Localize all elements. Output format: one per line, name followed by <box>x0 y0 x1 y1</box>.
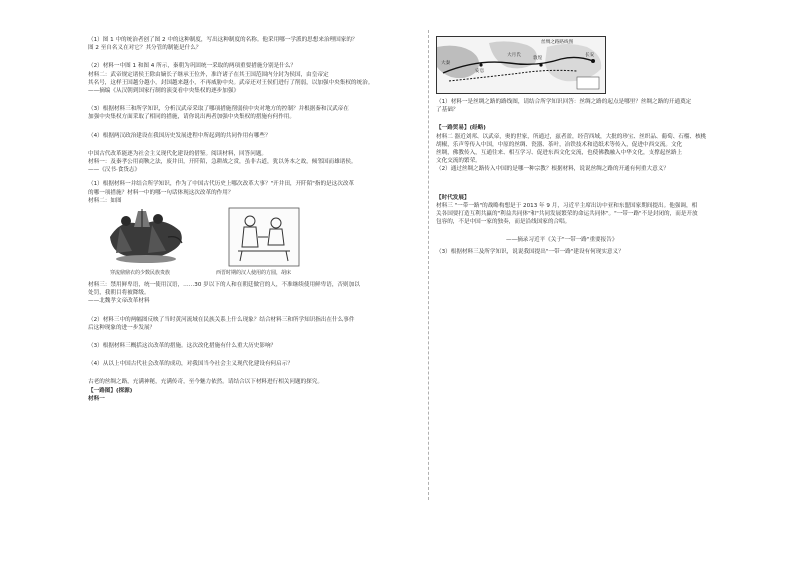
text-line: 材料二：如图 <box>88 197 122 204</box>
text-line: 材料二 器近刘邦、以武帝，奥的世家，所通过，兹者盈，经营西域，大批的珍宝、丝织品、葡萄、石榴、核桃 <box>436 133 707 140</box>
right-material-three <box>436 194 762 227</box>
text-line: （3）根据材料三概括这次改革的措施。这次改化措施有什么重大历史影响？ <box>88 343 277 350</box>
text-line: （1）材料一是丝绸之路的路线图，请结合所学知识回答：丝绸之路的起点是哪里？丝绸之路的开通奠定 <box>436 99 692 105</box>
question-6 <box>88 316 420 332</box>
text-line: ——《汉书·食货志》 <box>88 167 141 174</box>
material-intro <box>88 150 420 175</box>
text-line: （2）材料三中的两幅图反映了当时黄河流域在民族关系上什么现象？结合材料三和所学知识指出在什么事件 <box>88 316 355 323</box>
right-question-3 <box>436 248 762 256</box>
question-5 <box>88 180 420 205</box>
right-question-1 <box>436 98 762 114</box>
text-line: 处罚，我朝目将被降级。 <box>88 290 150 297</box>
question-4 <box>88 132 420 140</box>
figure-caption: 穿流鼎鼎衣的少数民族贵族 <box>110 270 171 277</box>
question-7 <box>88 342 420 350</box>
text-line: （3）根据材料三及所学知识，说说我国提出"一带一路"建设有何现实意义？ <box>436 248 624 255</box>
source-citation: ——摘录习近平《关于"一带一路"重要报告》 <box>506 237 618 244</box>
figure-caption: 西晋时期的汉人使用的方圆，胡床 <box>216 270 292 277</box>
text-line: （2）通过丝绸之路传入中国的是哪一种宗教？根据材料，说说丝绸之路的开通有何重大意义？ <box>436 166 669 173</box>
text-line: 了基础？ <box>436 107 459 114</box>
map-label: 大月氏 <box>507 53 521 58</box>
text-line: 图 2 至自名义在对它？其分管的制能是什么？ <box>88 45 202 52</box>
question-8 <box>88 360 420 368</box>
text-line: （1）根据材料一并结合所学知识，作为了中国古代历史上哪次改革大事？"开井田，开阡陌"指的是这次改革 <box>88 181 355 188</box>
text-line: 后这种现象的进一步发展？ <box>88 324 156 331</box>
right-column <box>436 36 762 256</box>
map-label: 安息 <box>475 69 485 74</box>
right-material-two <box>436 124 762 173</box>
text-line: 古老的丝绸之路，充满神秘，充满传奇，至今魅力依然。请结合以下材料进行相关问题的探究。 <box>88 379 323 386</box>
question-2 <box>88 62 420 95</box>
section-heading: 【一路贸易】(经略) <box>436 125 486 132</box>
text-line: 其名号，这样王国越分越小，封国越来越小，不再威胁中央。武帝还对王侯们进行了削弱，以加强中央集权的统治。 <box>88 79 374 86</box>
section-heading: 【一路图】(探源) <box>88 387 133 394</box>
map-label: 长安 <box>585 53 595 58</box>
silk-road-intro <box>88 378 420 403</box>
text-line: 材料二：武帝规定诸侯王除由嫡长子继承王位外，准许诸子在其王国范围内分封为侯国，由皇帝定 <box>88 71 329 78</box>
map-title: 丝绸之路路线图 <box>541 40 574 45</box>
map-label: 大秦 <box>441 61 451 66</box>
section-heading: 【时代发展】 <box>436 194 470 201</box>
text-line: （4）根据两汉政治建设在我国历史发展进程中所起到的共同作用有哪些？ <box>88 132 271 139</box>
text-line: （1）图 1 中的统治者创了图 2 中的这种制度，写出这种制度的名称。他采用哪一学派的思想来治理国家的？ <box>88 37 358 43</box>
material-label: 材料一 <box>88 395 105 402</box>
text-line: 文化交流的繁荣。 <box>436 158 481 165</box>
text-line: 加强中央集权方面采取了相同的措施，请你说出两者加强中央集权的措施有何作用。 <box>88 114 295 121</box>
question-3 <box>88 105 420 121</box>
column-divider <box>428 30 429 500</box>
silk-road-map <box>436 36 606 94</box>
text-line: 材料三 "一带一路"的战略构想是于 2013 年 9 月，习近平主席出访中亚和东盟国家期间提出。他强调，相 <box>436 202 698 209</box>
figure-group <box>88 207 420 279</box>
material-three <box>88 281 420 306</box>
text-line: 中国古代改革能逐为社会主义现代化建设的借鉴。阅读材料，回答问题。 <box>88 150 268 157</box>
text-line: 丝绸，佛教传入，互通往来、相互学习、促进东西文化交流，也使佛教融入中华文化，支撑起丝路上 <box>436 150 683 157</box>
question-1 <box>88 36 420 52</box>
text-line: 包容的，不是中国一家的独奏，而是沿线国家的合唱。 <box>436 219 571 226</box>
text-line: 材料一：及秦孝公用商鞅之法，废井田，开阡陌，急耕战之赏，虽非古道，犹以务本之故，倾邻国而雄诸侯。 <box>88 159 357 166</box>
text-line: ——北魏孝文帝改革材料 <box>88 298 150 305</box>
map-label: 敦煌 <box>533 56 543 61</box>
text-line: （4）从以上中国古代社会改革的成功，对我国当今社会主义现代化建设有何启示？ <box>88 361 293 368</box>
text-line: ——摘编《从汉朝到国家行制的演变看中央集权的逐步加强》 <box>88 88 240 95</box>
text-line: 的哪一项措施？材料一中的哪一句话体现这次改革的作用？ <box>88 189 234 196</box>
text-line: 胡椒，乐声等传入中国，中原的丝绸、瓷器、茶叶，冶铁技术和造纸术等传入，促进中西交流。文化 <box>436 141 683 148</box>
left-column <box>88 36 420 403</box>
figure-nobility-illustration <box>102 207 188 267</box>
text-line: （3）根据材料三和所学知识，分析汉武帝采取了哪项措施削弱侯中央对地方的控制？并根据秦和汉武帝在 <box>88 106 349 113</box>
text-line: 材料三：禁用鲜卑语，统一使用汉语，……30 岁以下的人和在朝廷做官的人，不准继续使用鲜卑语，否则加以 <box>88 282 360 289</box>
text-line: 关各国要打造互利共赢的"利益共同体"和"共同发展繁荣的命运共同体"。"一带一路"不是封闭的，而是开放 <box>436 211 698 218</box>
text-line: （2）材料一中图 1 和图 4 所示，秦朝为巩固统一采取的两项重要措施分别是什么？ <box>88 63 296 70</box>
figure-western-jin-illustration <box>228 207 300 267</box>
